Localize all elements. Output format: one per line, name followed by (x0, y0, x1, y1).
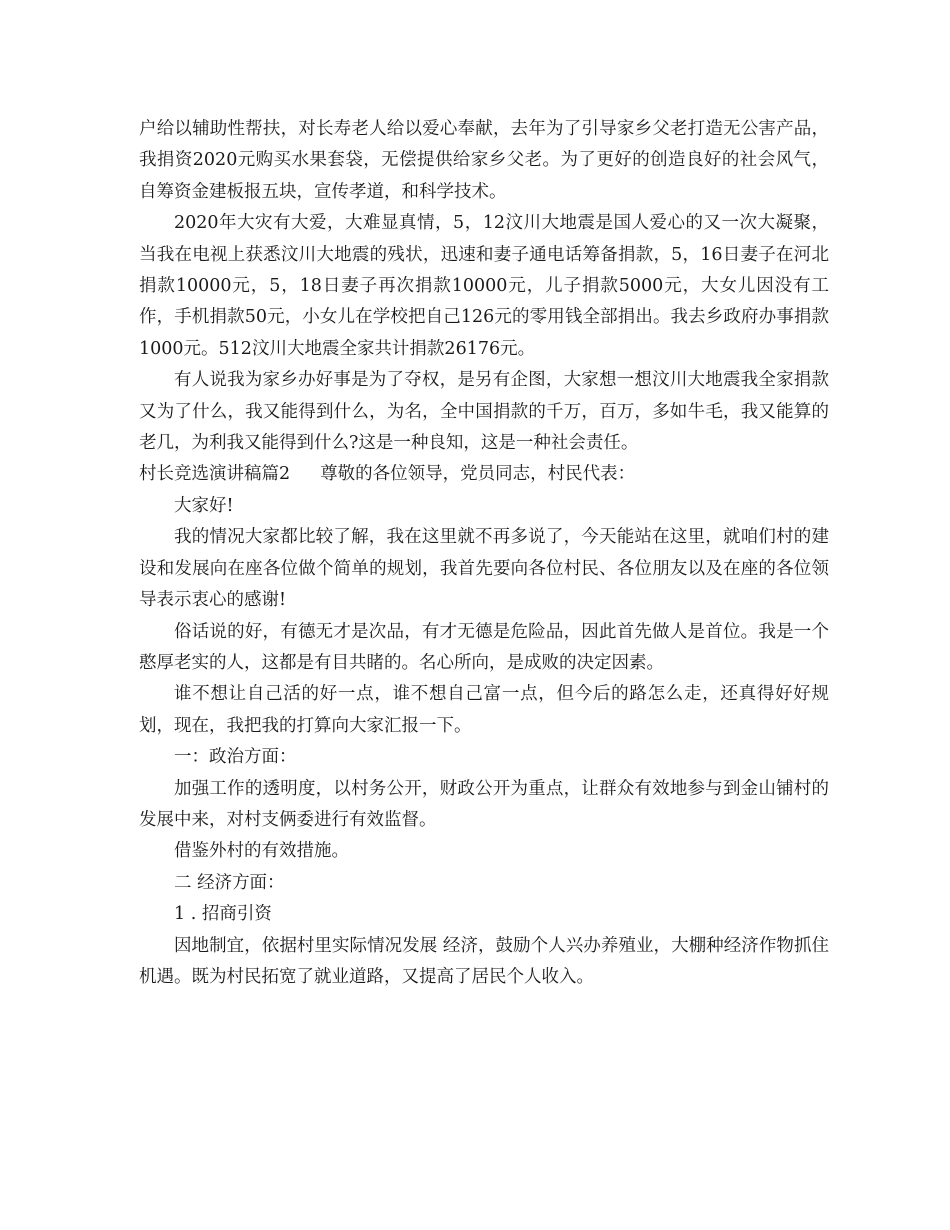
paragraph-group-1 (139, 114, 829, 459)
section-greeting: 尊敬的各位领导，党员同志，村民代表： (320, 464, 636, 485)
paragraph: 加强工作的透明度，以村务公开，财政公开为重点，让群众有效地参与到金山铺村的发展中来，对村支俩委进行有效监督。 (139, 778, 829, 830)
paragraph: 二 经济方面： (174, 872, 285, 893)
paragraph: 俗话说的好，有德无才是次品，有才无德是危险品，因此首先做人是首位。我是一个憨厚老实的人，这都是有目共睹的。名心所向，是成败的决定因素。 (139, 621, 829, 673)
paragraph: 借鉴外村的有效措施。 (174, 841, 349, 862)
paragraph: 一：政治方面： (174, 747, 297, 768)
section-title: 村长竞选演讲稿篇2 (139, 464, 291, 485)
paragraph: 我的情况大家都比较了解，我在这里就不再多说了，今天能站在这里，就咱们村的建设和发展向在座各位做个简单的规划，我首先要向各位村民、各位朋友以及在座的各位领导表示衷心的感谢! (139, 527, 829, 611)
document-body (139, 114, 829, 993)
paragraph: 大家好! (174, 495, 234, 516)
paragraph-group-2 (139, 491, 829, 994)
paragraph: 谁不想让自己活的好一点，谁不想自己富一点，但今后的路怎么走，还真得好好规划，现在，我把我的打算向大家汇报一下。 (139, 684, 829, 736)
paragraph: 2020年大灾有大爱，大难显真情，5，12汶川大地震是国人爱心的又一次大凝聚，当我在电视上获悉汶川大地震的残状，迅速和妻子通电话筹备捐款，5，16日妻子在河北捐款10000元，5，18日妻子再次捐款10000元，儿子捐款5000元，大女儿因没有工作，手机捐款50元，小女儿在学校把自己126元的零用钱全部捐出。我去乡政府办事捐款1000元。512汶川大地震全家共计捐款26176元。 (139, 213, 829, 359)
paragraph: 1 . 招商引资 (174, 904, 272, 925)
paragraph: 户给以辅助性帮扶，对长寿老人给以爱心奉献，去年为了引导家乡父老打造无公害产品，我捐资2020元购买水果套袋，无偿提供给家乡父老。为了更好的创造良好的社会风气，自筹资金建板报五块，宣传孝道，和科学技术。 (139, 119, 829, 202)
section-heading-row (139, 459, 829, 490)
paragraph: 因地制宜，依据村里实际情况发展 经济，鼓励个人兴办养殖业，大棚种经济作物抓住机遇。既为村民拓宽了就业道路，又提高了居民个人收入。 (139, 935, 829, 987)
paragraph: 有人说我为家乡办好事是为了夺权，是另有企图，大家想一想汶川大地震我全家捐款又为了什么，我又能得到什么，为名，全中国捐款的千万，百万，多如牛毛，我又能算的老几，为利我又能得到什么?这是一种良知，这是一种社会责任。 (139, 370, 829, 454)
